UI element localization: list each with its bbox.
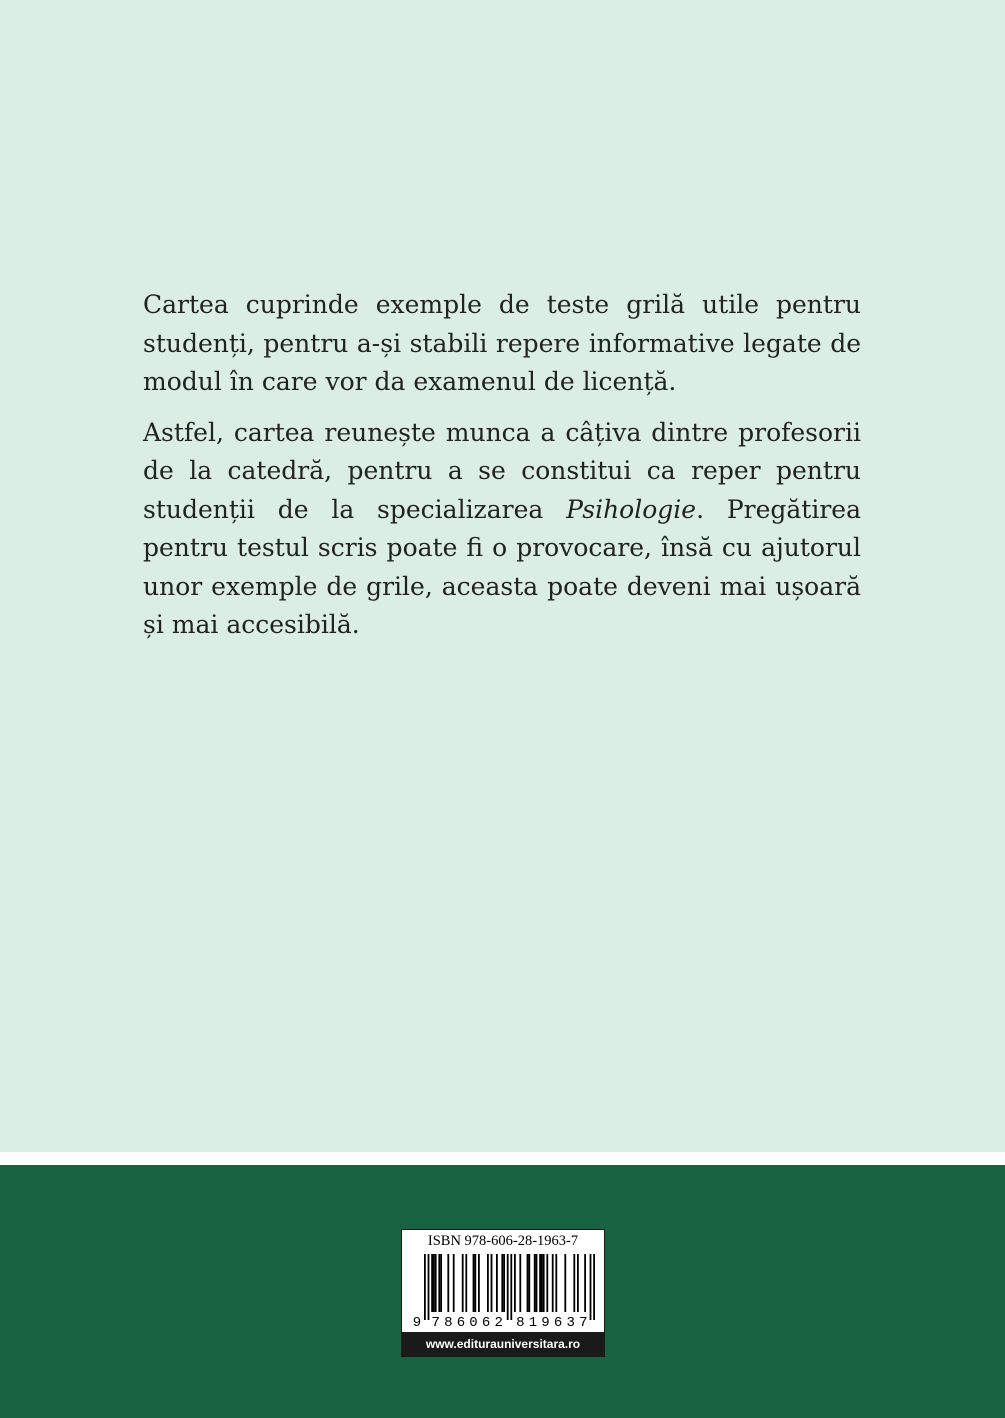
barcode-bar [539, 1254, 541, 1312]
barcode-bar [503, 1254, 505, 1312]
barcode-digit: 7 [431, 1315, 440, 1330]
barcode-bar [519, 1254, 521, 1312]
barcode-bar [573, 1254, 575, 1312]
barcode-bar [438, 1254, 440, 1312]
barcode-bar [435, 1254, 437, 1312]
blurb-paragraph-1: Cartea cuprinde exemple de teste grilă utile pentru studenți, pentru a-și stabili repere informative legate de modul în care vor da examenul de licență. [143, 290, 861, 396]
isbn-barcode-box [401, 1229, 605, 1357]
barcode-digit: 1 [528, 1315, 538, 1330]
barcode-bar [501, 1254, 503, 1312]
barcode-bar [584, 1254, 586, 1312]
barcode-bar [433, 1254, 435, 1312]
barcode-digit: 9 [412, 1315, 422, 1330]
barcode-bars [424, 1254, 595, 1320]
barcode-bar [447, 1254, 449, 1312]
barcode-bar [478, 1254, 480, 1312]
barcode-bar [555, 1254, 557, 1312]
barcode-digit: 9 [541, 1315, 550, 1330]
barcode-bar [510, 1254, 512, 1320]
barcode-digit: 6 [456, 1315, 466, 1330]
barcode-bar [496, 1254, 498, 1312]
barcode-bar [528, 1254, 530, 1312]
barcode-digit: 8 [516, 1315, 525, 1330]
barcode-bar [536, 1254, 538, 1312]
barcode-bar [474, 1254, 476, 1312]
barcode-digit: 0 [469, 1315, 478, 1330]
blurb-text [143, 286, 861, 657]
barcode-bar [473, 1254, 475, 1312]
barcode-bar [543, 1254, 545, 1312]
barcode-bar [593, 1254, 595, 1320]
barcode-bar [541, 1254, 543, 1312]
barcode-bar [590, 1254, 592, 1320]
barcode-digit: 6 [481, 1315, 491, 1330]
barcode-bar [534, 1254, 536, 1312]
blurb-paragraph-2-start: Astfel, cartea reunește munca a câțiva dintre profesorii de la catedră, pentru a se constitui ca reper pentru studenții de la specializarea [143, 417, 861, 524]
barcode-bar [431, 1254, 433, 1312]
barcode-bar [462, 1254, 464, 1312]
barcode-bar [428, 1254, 430, 1320]
barcode-bar [552, 1254, 554, 1312]
barcode-bar [491, 1254, 493, 1312]
barcode-digits [413, 1315, 588, 1330]
barcode-bar [527, 1254, 529, 1312]
barcode-bar [424, 1254, 426, 1320]
barcode-digit: 8 [444, 1315, 453, 1330]
barcode-bar [514, 1254, 516, 1312]
barcode-bar [577, 1254, 579, 1312]
barcode-digit: 3 [566, 1315, 575, 1330]
barcode-bar [465, 1254, 467, 1312]
blurb-paragraph-2-end: . Pregătirea pentru testul scris poate fi o provocare, însă cu ajutorul unor exemple de grile, aceasta poate deveni mai ușoară și mai accesibilă. [143, 494, 862, 639]
barcode-bar [440, 1254, 442, 1312]
barcode-digit: 2 [494, 1315, 503, 1330]
barcode-digit: 7 [579, 1315, 588, 1330]
specialization-name: Psihologie [566, 494, 697, 524]
barcode-bar [487, 1254, 489, 1312]
barcode-bar [507, 1254, 509, 1320]
barcode-bar [453, 1254, 455, 1312]
blurb-paragraph-2 [143, 414, 861, 645]
barcode-bar [564, 1254, 566, 1312]
publisher-website: www.editurauniversitara.ro [402, 1332, 604, 1356]
barcode-bar [546, 1254, 548, 1312]
barcode [412, 1254, 600, 1330]
barcode-digit: 6 [553, 1315, 563, 1330]
isbn-label: ISBN 978-606-28-1963-7 [427, 1233, 579, 1249]
